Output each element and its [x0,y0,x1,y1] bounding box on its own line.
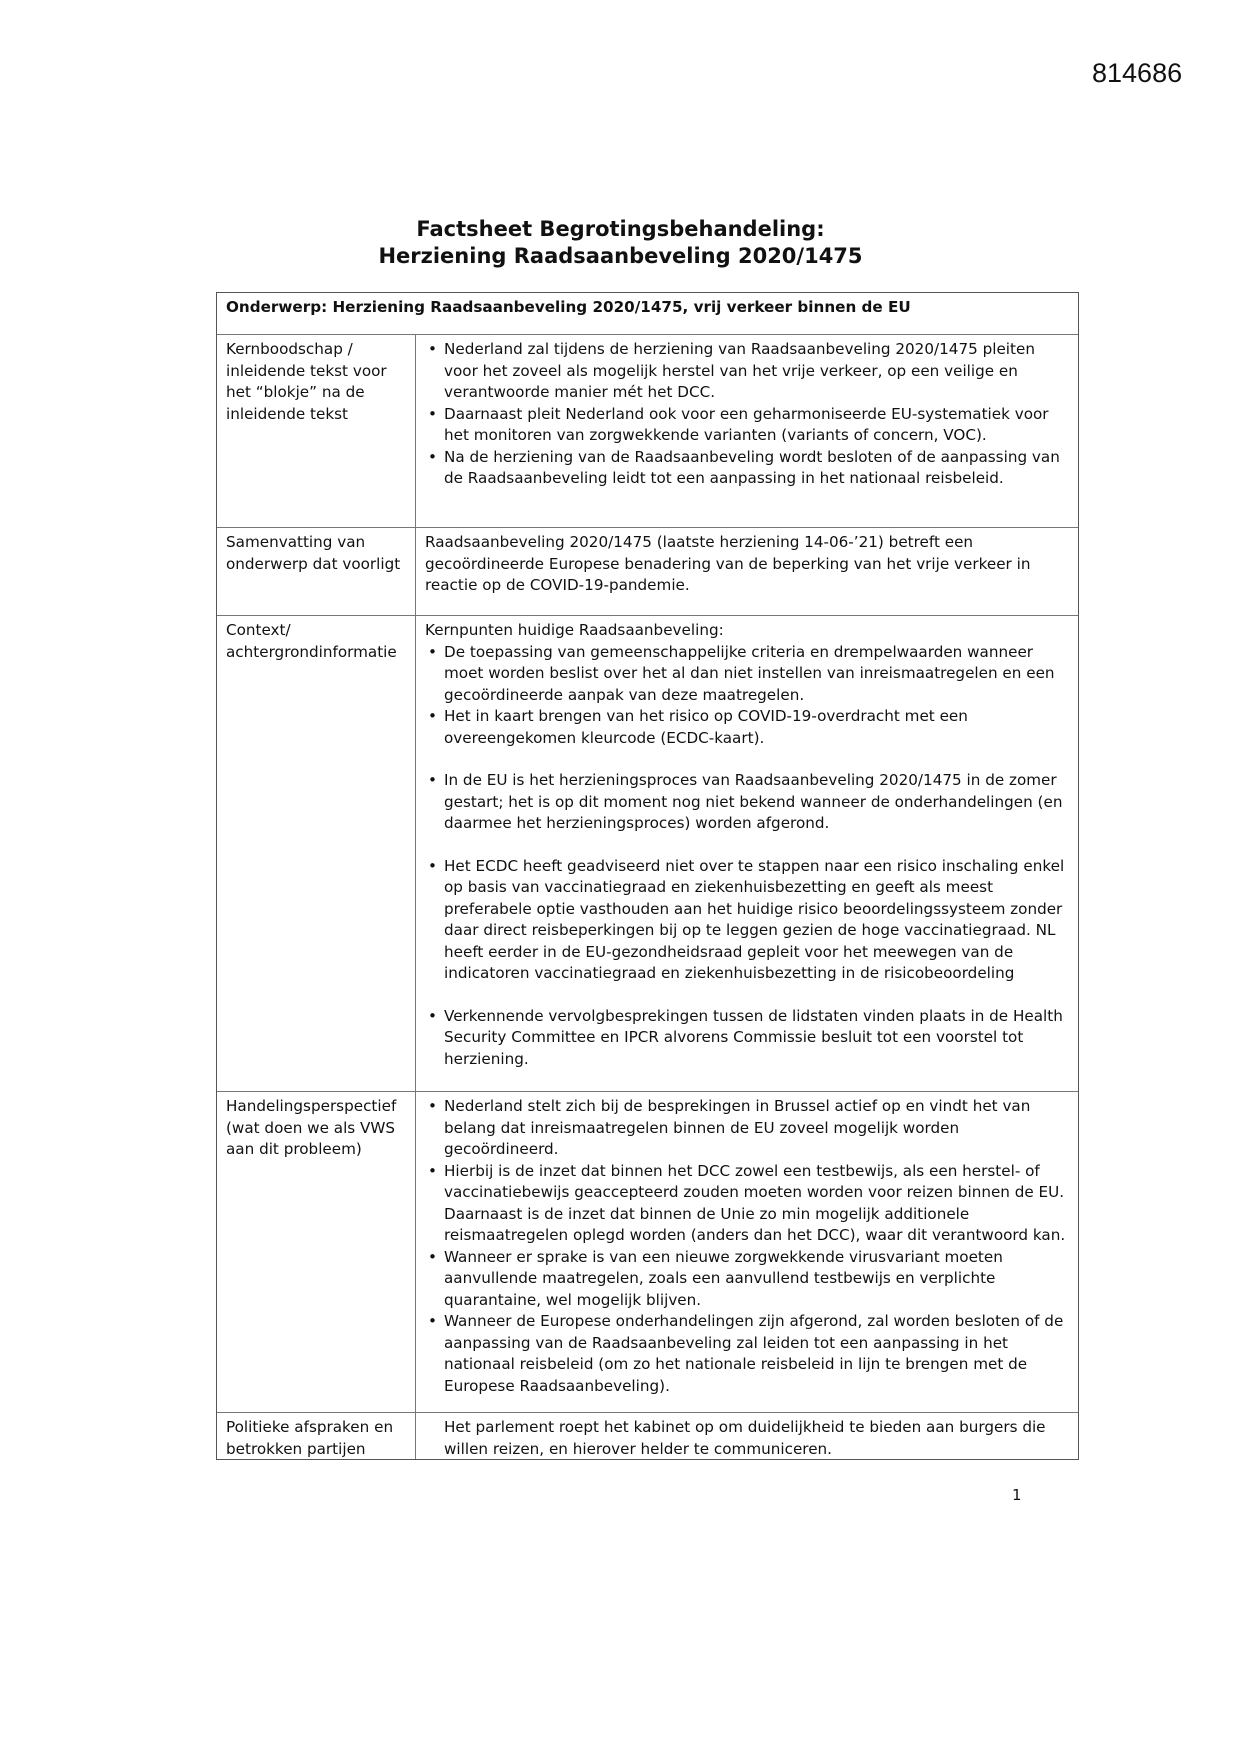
row-handelingsperspectief [217,1091,1078,1412]
label-kernboodschap: Kernboodschap / inleidende tekst voor het “blokje” na de inleidende tekst [217,335,416,527]
content-samenvatting: Raadsaanbeveling 2020/1475 (laatste herziening 14-06-’21) betreft een gecoördineerde Europese benadering van de beperking van het vrije verkeer in reactie op de COVID-19-pandemie. [425,533,1031,594]
title-line-1: Factsheet Begrotingsbehandeling: [416,217,825,241]
subject-text: Onderwerp: Herziening Raadsaanbeveling 2020/1475, vrij verkeer binnen de EU [226,298,911,316]
list-item: • Na de herziening van de Raadsaanbeveling wordt besloten of de aanpassing van de Raadsaanbeveling leidt tot een aanpassing in het nationaal reisbeleid. [425,447,1068,490]
row-context [217,615,1078,1091]
title-line-2: Herziening Raadsaanbeveling 2020/1475 [378,244,863,268]
row-politiek [217,1412,1078,1459]
list-item: • Het ECDC heeft geadviseerd niet over te stappen naar een risico inschaling enkel op basis van vaccinatiegraad en ziekenhuisbezetting en geeft als meest preferabele optie vasthouden aan het huidige risico beoordelingssysteem zonder daar direct reisbeperkingen bij op te leggen gezien de hoge vaccinatiegraad. NL heeft eerder in de EU-gezondheidsraad gepleit voor het meewegen van de indicatoren vaccinatiegraad en ziekenhuisbezetting in de risicobeoordeling [425,856,1068,985]
list-item: • De toepassing van gemeenschappelijke criteria en drempelwaarden wanneer moet worden beslist over het al dan niet instellen van inreismaatregelen en een gecoördineerde aanpak van deze maatregelen. [425,642,1068,707]
content-handelingsperspectief [416,1092,1078,1412]
document-number: 814686 [1092,58,1183,88]
list-item: • In de EU is het herzieningsproces van Raadsaanbeveling 2020/1475 in de zomer gestart; het is op dit moment nog niet bekend wanneer de onderhandelingen (en daarmee het herzieningsproces) worden afgerond. [425,770,1068,835]
kernboodschap-list [425,339,1068,490]
page-title [0,216,1241,270]
row-samenvatting [217,527,1078,615]
page-number: 1 [1012,1486,1022,1504]
label-handelingsperspectief: Handelingsperspectief (wat doen we als VWS aan dit probleem) [217,1092,416,1412]
list-item: • Hierbij is de inzet dat binnen het DCC zowel een testbewijs, als een herstel- of vaccinatiebewijs geaccepteerd zouden moeten worden voor reizen binnen de EU. Daarnaast is de inzet dat binnen de Unie zo min mogelijk additionele reismaatregelen oplegd worden (anders dan het DCC), waar dit verantwoord kan. [425,1161,1068,1247]
subject-row [217,293,1078,334]
label-politiek: Politieke afspraken en betrokken partijen [217,1413,416,1459]
context-intro: Kernpunten huidige Raadsaanbeveling: [425,621,724,639]
label-samenvatting: Samenvatting van onderwerp dat voorligt [217,528,416,615]
content-context [416,616,1078,1091]
list-item: • Wanneer de Europese onderhandelingen zijn afgerond, zal worden besloten of de aanpassing van de Raadsaanbeveling zal leiden tot een aanpassing in het nationaal reisbeleid (om zo het nationale reisbeleid in lijn te brengen met de Europese Raadsaanbeveling). [425,1311,1068,1397]
list-item: • Wanneer er sprake is van een nieuwe zorgwekkende virusvariant moeten aanvullende maatregelen, zoals een aanvullend testbewijs en verplichte quarantaine, wel mogelijk blijven. [425,1247,1068,1312]
handelingsperspectief-list [425,1096,1068,1397]
row-kernboodschap [217,334,1078,527]
context-list [425,642,1068,1071]
list-item: • Daarnaast pleit Nederland ook voor een geharmoniseerde EU-systematiek voor het monitoren van zorgwekkende varianten (variants of concern, VOC). [425,404,1068,447]
list-item: • Nederland zal tijdens de herziening van Raadsaanbeveling 2020/1475 pleiten voor het zoveel als mogelijk herstel van het vrije verkeer, op een veilige en verantwoorde manier mét het DCC. [425,339,1068,404]
list-item: • Het in kaart brengen van het risico op COVID-19-overdracht met een overeengekomen kleurcode (ECDC-kaart). [425,706,1068,749]
content-politiek: Het parlement roept het kabinet op om duidelijkheid te bieden aan burgers die willen reizen, en hierover helder te communiceren. [444,1418,1046,1458]
content-kernboodschap [416,335,1078,527]
list-item: • Verkennende vervolgbesprekingen tussen de lidstaten vinden plaats in de Health Security Committee en IPCR alvorens Commissie besluit tot een voorstel tot herziening. [425,1006,1068,1071]
label-context: Context/ achtergrondinformatie [217,616,416,1091]
list-item: • Nederland stelt zich bij de besprekingen in Brussel actief op en vindt het van belang dat inreismaatregelen binnen de EU zoveel mogelijk worden gecoördineerd. [425,1096,1068,1161]
factsheet-table [216,292,1079,1460]
